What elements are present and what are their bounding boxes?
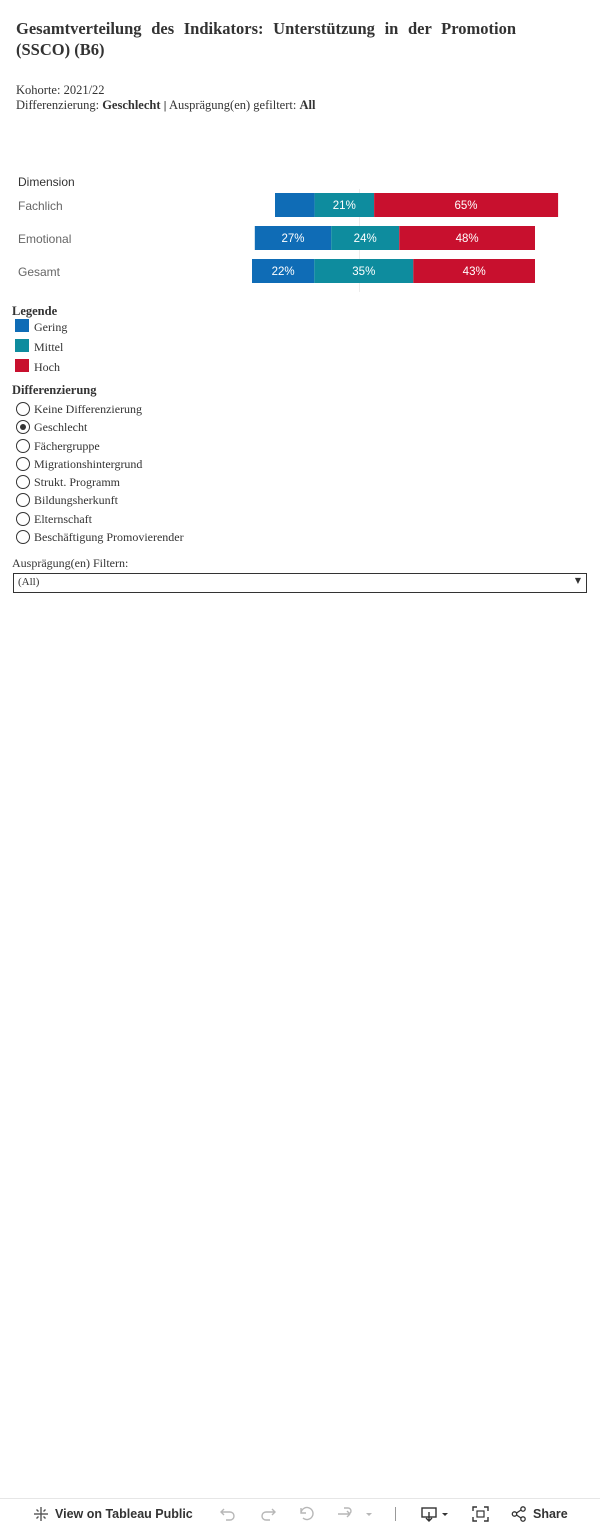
share-icon (511, 1506, 527, 1522)
row-label-gesamt: Gesamt (18, 265, 61, 279)
legend-swatch-mittel (15, 339, 29, 352)
bar-fachlich-gering[interactable] (275, 193, 315, 217)
share-button[interactable] (511, 1505, 568, 1523)
radio-button[interactable] (16, 493, 30, 507)
radio-button[interactable] (16, 530, 30, 544)
radio-button[interactable] (16, 512, 30, 526)
bar-label-fachlich-mittel: 21% (332, 200, 356, 212)
radio-button[interactable] (16, 475, 30, 489)
radio-button[interactable] (16, 439, 30, 453)
view-on-tableau-public-button[interactable] (33, 1505, 193, 1523)
refresh-button[interactable] (336, 1505, 372, 1523)
download-icon (421, 1506, 451, 1522)
separator: | (163, 100, 167, 112)
refresh-icon (336, 1506, 372, 1522)
tableau-toolbar (0, 1498, 600, 1528)
legend-swatch-gering (15, 319, 29, 332)
toolbar-divider (395, 1507, 396, 1521)
legend-label-hoch: Hoch (34, 360, 60, 374)
bar-label-emotional-gering: 27% (281, 233, 305, 245)
radio-button[interactable] (16, 402, 30, 416)
download-button[interactable] (421, 1505, 451, 1523)
radio-label: Migrationshintergrund (34, 457, 143, 471)
legend-label-gering: Gering (34, 320, 68, 334)
redo-button[interactable] (259, 1505, 277, 1523)
radio-label: Geschlecht (34, 420, 88, 434)
bar-label-emotional-mittel: 24% (353, 233, 377, 245)
filter-summary-label: Ausprägung(en) gefiltert: (168, 98, 297, 112)
kohorte-label: Kohorte: (16, 83, 61, 97)
fullscreen-button[interactable] (472, 1505, 489, 1523)
bar-label-gesamt-gering: 22% (271, 266, 295, 278)
chevron-down-icon[interactable]: ▼ (574, 576, 581, 585)
differenzierung-label: Differenzierung: (16, 98, 100, 112)
bar-label-gesamt-mittel: 35% (352, 266, 376, 278)
share-label: Share (533, 1507, 568, 1521)
bar-label-fachlich-hoch: 65% (454, 200, 478, 212)
radio-button[interactable] (16, 457, 30, 471)
bar-label-gesamt-hoch: 43% (462, 266, 486, 278)
redo-icon (259, 1506, 277, 1522)
tableau-icon (33, 1506, 49, 1522)
revert-icon (298, 1506, 316, 1522)
dimension-header: Dimension (18, 175, 75, 189)
radio-label: Fächergruppe (34, 439, 100, 453)
radio-label: Beschäftigung Promovierender (34, 530, 184, 544)
revert-button[interactable] (298, 1505, 316, 1523)
radio-label: Elternschaft (34, 512, 92, 526)
stacked-bar-chart (0, 0, 600, 300)
radio-selected-dot (20, 424, 26, 430)
radio-label: Strukt. Programm (34, 475, 120, 489)
row-label-emotional: Emotional (18, 232, 72, 246)
bar-label-emotional-hoch: 48% (455, 233, 479, 245)
radio-label: Keine Differenzierung (34, 402, 143, 416)
legend-title: Legende (12, 304, 58, 318)
filter-summary-value: All (299, 98, 316, 112)
dropdown-value: (All) (18, 576, 40, 588)
radio-button-selected[interactable] (16, 420, 30, 434)
differenzierung-value: Geschlecht (102, 98, 161, 112)
filter-label: Ausprägung(en) Filtern: (12, 556, 129, 570)
kohorte-value: 2021/22 (63, 83, 105, 97)
legend-label-mittel: Mittel (34, 340, 64, 354)
differenzierung-title: Differenzierung (12, 383, 97, 397)
undo-icon (219, 1506, 237, 1522)
page-title: Gesamtverteilung des Indikators: Unterstützung in der Promotion (SSCO) (B6) (16, 19, 516, 59)
undo-button[interactable] (219, 1505, 237, 1523)
auspraegung-filter-dropdown[interactable] (13, 573, 587, 593)
fullscreen-icon (472, 1506, 489, 1522)
view-on-tableau-public-label: View on Tableau Public (55, 1507, 193, 1521)
legend-swatch-hoch (15, 359, 29, 372)
radio-label: Bildungsherkunft (34, 493, 118, 507)
row-label-fachlich: Fachlich (18, 199, 63, 213)
